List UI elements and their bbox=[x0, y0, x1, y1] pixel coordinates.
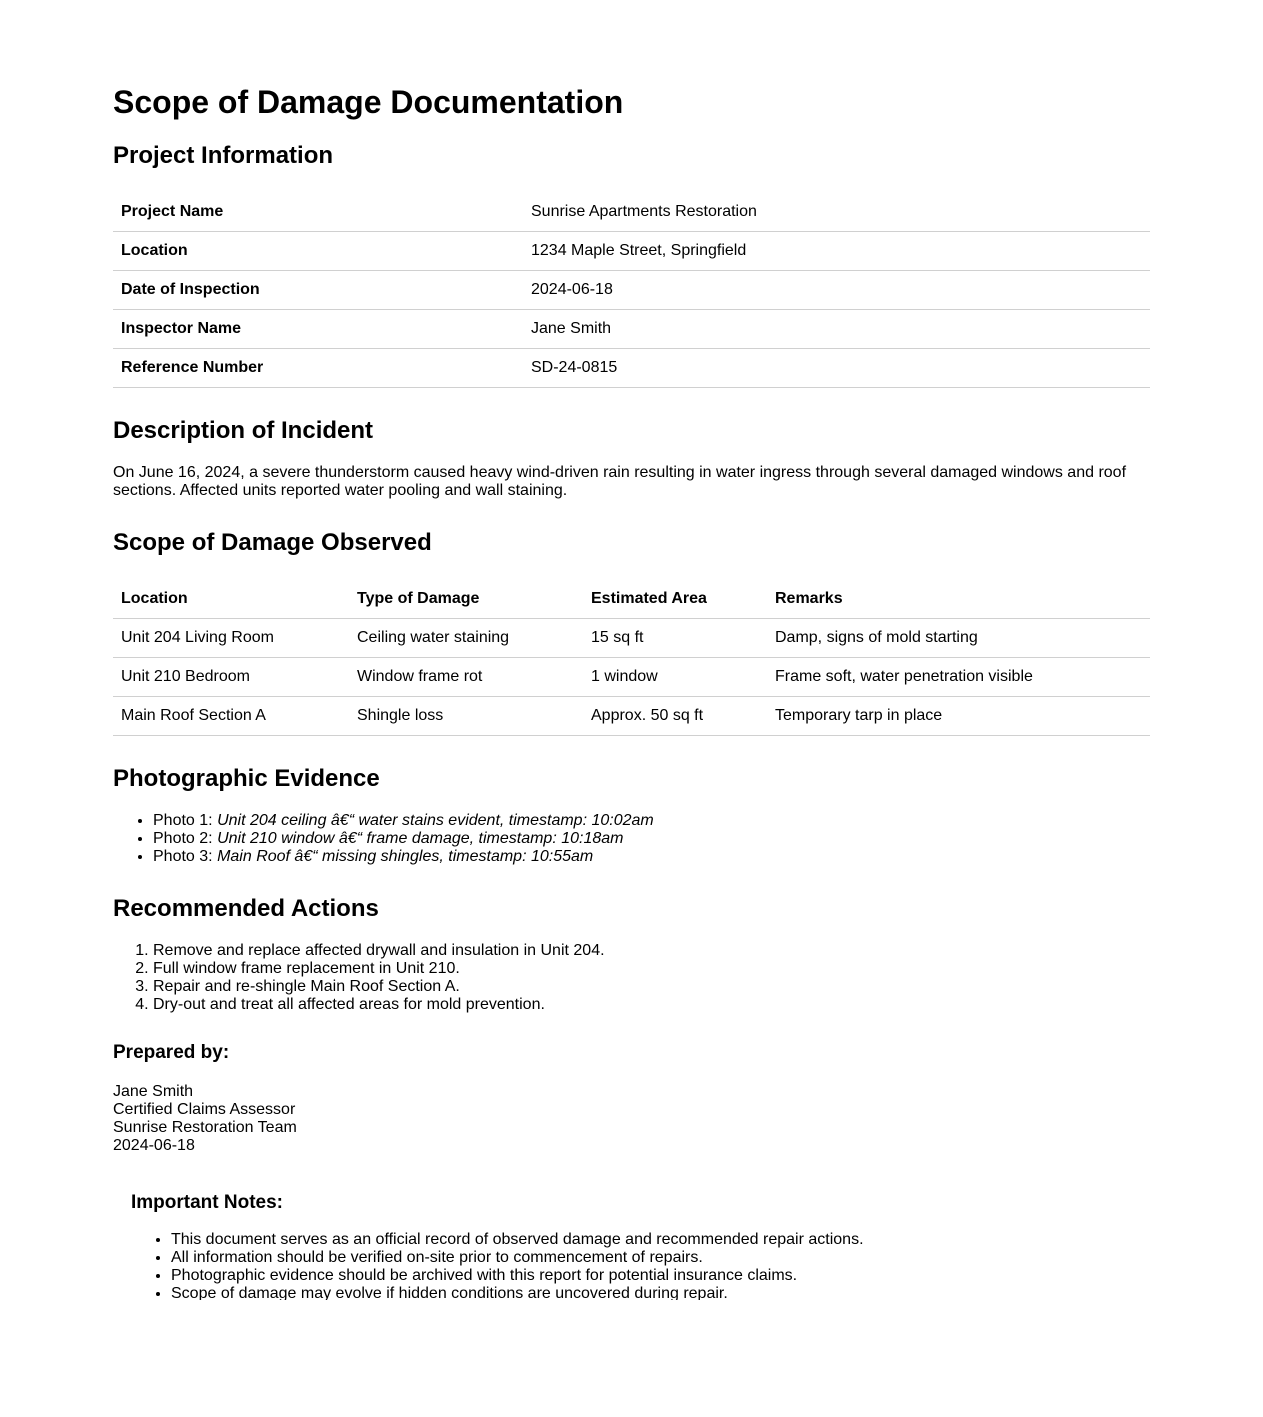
list-item bbox=[153, 830, 654, 848]
table-cell: Shingle loss bbox=[349, 697, 583, 736]
important-notes bbox=[131, 1190, 1131, 1300]
table-cell: Main Roof Section A bbox=[113, 697, 349, 736]
list-item: • Photographic evidence should be archived with this report for potential insurance claims. bbox=[171, 1267, 864, 1285]
list-item: 2. Full window frame replacement in Unit 210. bbox=[153, 960, 605, 978]
damage-heading: Scope of Damage Observed bbox=[113, 529, 432, 556]
table-header-row bbox=[113, 580, 1150, 619]
table-cell: Approx. 50 sq ft bbox=[583, 697, 767, 736]
prepared-by-block bbox=[113, 1083, 297, 1155]
preparer-team: Sunrise Restoration Team bbox=[113, 1119, 297, 1136]
incident-heading: Description of Incident bbox=[113, 417, 374, 444]
inspector-name-value: Jane Smith bbox=[523, 310, 1150, 349]
incident-description: On June 16, 2024, a severe thunderstorm caused heavy wind-driven rain resulting in water ingress through several damaged windows and roof sections. Affected units reported water pooling and wall staining. bbox=[113, 464, 1127, 499]
table-cell: Unit 204 Living Room bbox=[113, 619, 349, 658]
inspection-date-label: Date of Inspection bbox=[113, 271, 523, 310]
list-item: 1. Remove and replace affected drywall and insulation in Unit 204. bbox=[153, 942, 605, 960]
actions-heading: Recommended Actions bbox=[113, 895, 379, 922]
column-header-type: Type of Damage bbox=[349, 580, 583, 619]
damage-table bbox=[113, 580, 1150, 736]
notes-heading: Important Notes: bbox=[131, 1192, 283, 1213]
list-item bbox=[153, 812, 654, 830]
list-item: • Scope of damage may evolve if hidden conditions are uncovered during repair. bbox=[171, 1285, 864, 1300]
notes-list bbox=[131, 1231, 864, 1300]
photo-description: Unit 204 ceiling â€“ water stains evident, timestamp: 10:02am bbox=[217, 812, 654, 829]
photo-label: Photo 2: bbox=[153, 830, 213, 847]
table-row bbox=[113, 619, 1150, 658]
project-name-value: Sunrise Apartments Restoration bbox=[523, 193, 1150, 232]
reference-number-label: Reference Number bbox=[113, 349, 523, 388]
list-item: 4. Dry-out and treat all affected areas for mold prevention. bbox=[153, 996, 605, 1014]
prepared-by-heading: Prepared by: bbox=[113, 1042, 230, 1063]
preparer-date: 2024-06-18 bbox=[113, 1137, 195, 1154]
inspection-date-value: 2024-06-18 bbox=[523, 271, 1150, 310]
table-row bbox=[113, 658, 1150, 697]
column-header-remarks: Remarks bbox=[767, 580, 1150, 619]
table-row bbox=[113, 271, 1150, 310]
actions-list bbox=[113, 942, 605, 1014]
list-item: • All information should be verified on-site prior to commencement of repairs. bbox=[171, 1249, 864, 1267]
table-cell: Damp, signs of mold starting bbox=[767, 619, 1150, 658]
list-item bbox=[153, 848, 654, 866]
photo-label: Photo 1: bbox=[153, 812, 213, 829]
column-header-location: Location bbox=[113, 580, 349, 619]
table-row bbox=[113, 232, 1150, 271]
page-title: Scope of Damage Documentation bbox=[113, 84, 624, 120]
table-row bbox=[113, 697, 1150, 736]
inspector-name-label: Inspector Name bbox=[113, 310, 523, 349]
table-cell: Frame soft, water penetration visible bbox=[767, 658, 1150, 697]
table-row bbox=[113, 193, 1150, 232]
photo-description: Unit 210 window â€“ frame damage, timestamp: 10:18am bbox=[217, 830, 624, 847]
column-header-area: Estimated Area bbox=[583, 580, 767, 619]
table-row bbox=[113, 349, 1150, 388]
preparer-role: Certified Claims Assessor bbox=[113, 1101, 296, 1118]
preparer-name: Jane Smith bbox=[113, 1083, 194, 1100]
photos-heading: Photographic Evidence bbox=[113, 765, 380, 792]
table-cell: 15 sq ft bbox=[583, 619, 767, 658]
table-cell: Unit 210 Bedroom bbox=[113, 658, 349, 697]
list-item: 3. Repair and re-shingle Main Roof Section A. bbox=[153, 978, 605, 996]
project-name-label: Project Name bbox=[113, 193, 523, 232]
location-value: 1234 Maple Street, Springfield bbox=[523, 232, 1150, 271]
location-label: Location bbox=[113, 232, 523, 271]
table-row bbox=[113, 310, 1150, 349]
project-info-heading: Project Information bbox=[113, 142, 334, 169]
table-cell: 1 window bbox=[583, 658, 767, 697]
project-info-table bbox=[113, 193, 1150, 388]
photo-description: Main Roof â€“ missing shingles, timestamp: 10:55am bbox=[217, 848, 594, 865]
list-item: • This document serves as an official record of observed damage and recommended repair actions. bbox=[171, 1231, 864, 1249]
table-cell: Ceiling water staining bbox=[349, 619, 583, 658]
reference-number-value: SD-24-0815 bbox=[523, 349, 1150, 388]
table-cell: Temporary tarp in place bbox=[767, 697, 1150, 736]
photo-label: Photo 3: bbox=[153, 848, 213, 865]
photo-list bbox=[113, 812, 654, 866]
table-cell: Window frame rot bbox=[349, 658, 583, 697]
